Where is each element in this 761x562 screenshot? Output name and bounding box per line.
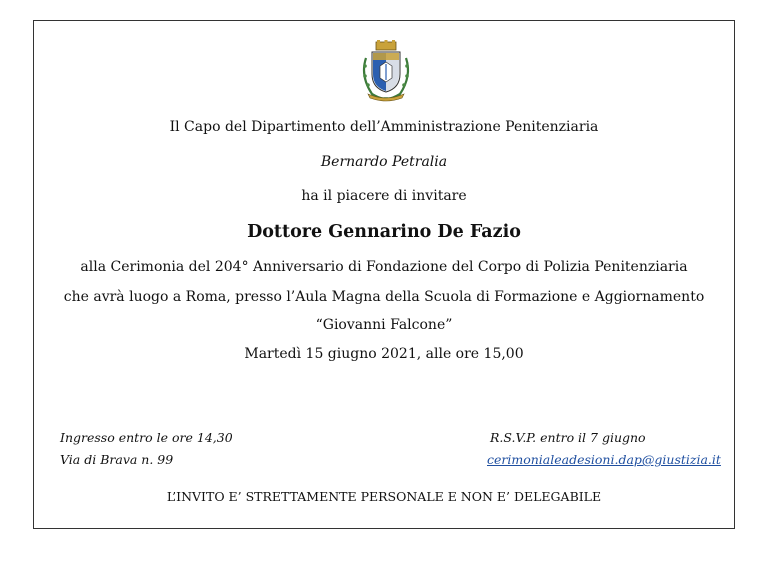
ceremony-description: alla Cerimonia del 204° Anniversario di Fondazione del Corpo di Polizia Penitenziaria xyxy=(80,259,688,275)
school-name: “Giovanni Falcone” xyxy=(315,317,453,333)
chief-name: Bernardo Petralia xyxy=(320,154,448,170)
coat-of-arms-icon xyxy=(358,40,414,102)
event-datetime: Martedì 15 giugno 2021, alle ore 15,00 xyxy=(244,346,524,362)
chief-title: Il Capo del Dipartimento dell’Amministrazione Penitenziaria xyxy=(169,119,599,135)
invite-phrase: ha il piacere di invitare xyxy=(301,188,467,204)
rsvp-email-link[interactable]: cerimonialeadesioni.dap@giustizia.it xyxy=(487,452,721,467)
guest-name: Dottore Gennarino De Fazio xyxy=(247,222,521,242)
invitation-card xyxy=(33,20,735,529)
entry-time: Ingresso entro le ore 14,30 xyxy=(60,430,233,445)
rsvp-deadline: R.S.V.P. entro il 7 giugno xyxy=(490,430,646,445)
event-location: che avrà luogo a Roma, presso l’Aula Magna della Scuola di Formazione e Aggiornamento xyxy=(63,289,705,305)
personal-invitation-notice: L’INVITO E’ STRETTAMENTE PERSONALE E NON E’ DELEGABILE xyxy=(166,489,602,504)
address: Via di Brava n. 99 xyxy=(60,452,174,467)
